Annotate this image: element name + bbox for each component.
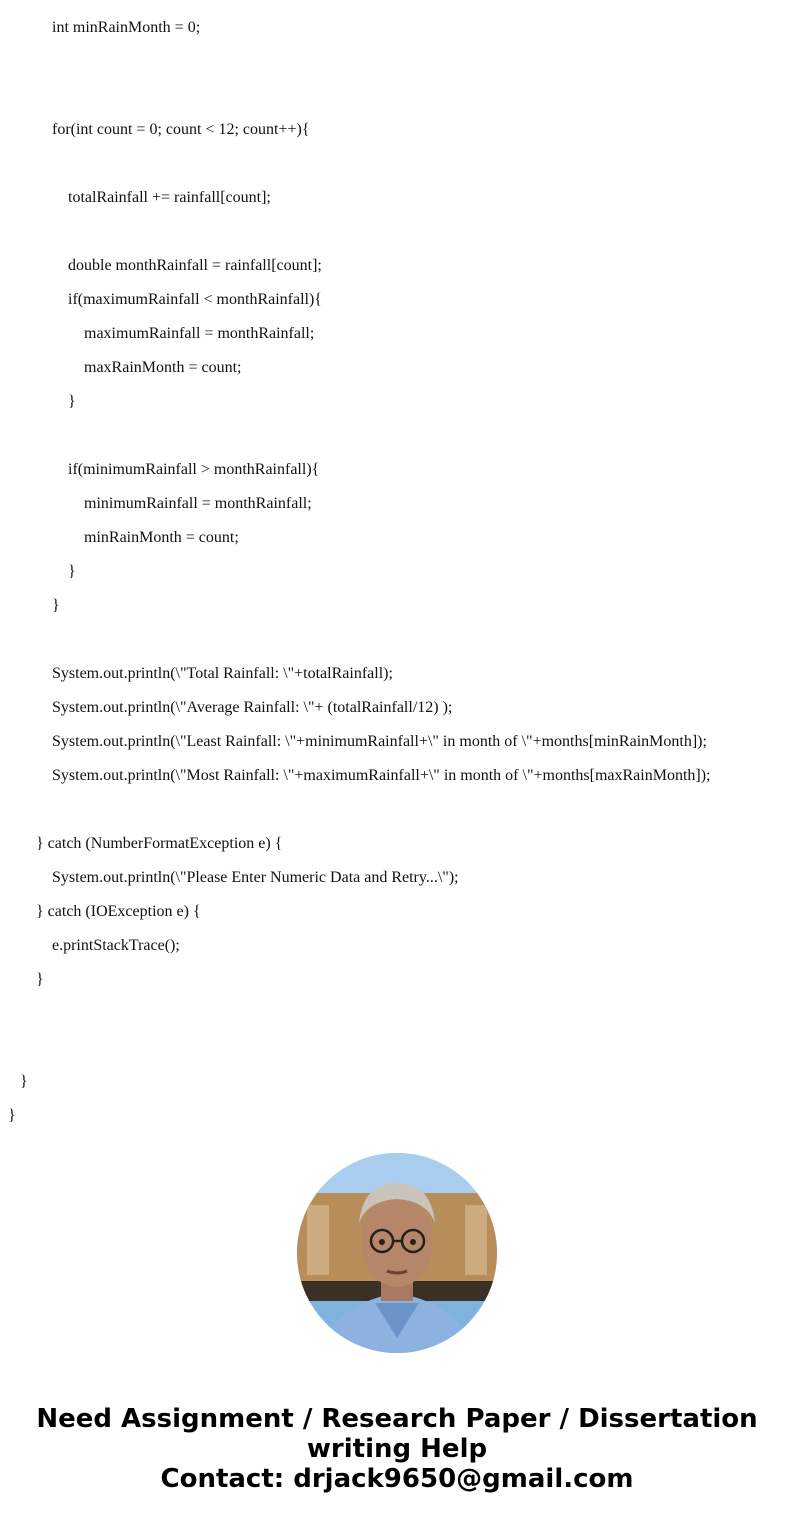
code-line: e.printStackTrace(); — [52, 937, 180, 954]
code-line: int minRainMonth = 0; — [52, 19, 201, 36]
code-line: } — [36, 971, 44, 988]
code-line: } — [52, 597, 60, 614]
code-line: maxRainMonth = count; — [84, 359, 242, 376]
code-line: System.out.println(\"Please Enter Numeric Data and Retry...\"); — [52, 869, 459, 886]
code-line: if(maximumRainfall < monthRainfall){ — [68, 291, 322, 308]
code-line: System.out.println(\"Total Rainfall: \"+totalRainfall); — [52, 665, 393, 682]
code-line: } — [8, 1107, 16, 1124]
promo-contact: Contact: drjack9650@gmail.com — [160, 1464, 634, 1494]
code-line: minRainMonth = count; — [84, 529, 239, 546]
code-line: totalRainfall += rainfall[count]; — [68, 189, 271, 206]
code-line: } catch (NumberFormatException e) { — [36, 835, 283, 852]
author-avatar — [297, 1153, 497, 1353]
code-line: } — [68, 563, 76, 580]
author-photo — [297, 1153, 497, 1353]
code-line: } — [68, 393, 76, 410]
code-line: double monthRainfall = rainfall[count]; — [68, 257, 322, 274]
code-line: System.out.println(\"Least Rainfall: \"+minimumRainfall+\" in month of \"+months[minRainMonth]); — [52, 733, 707, 750]
promo-line-2: writing Help — [306, 1434, 488, 1464]
code-line: minimumRainfall = monthRainfall; — [84, 495, 312, 512]
code-line: if(minimumRainfall > monthRainfall){ — [68, 461, 320, 478]
code-line: System.out.println(\"Average Rainfall: \"+ (totalRainfall/12) ); — [52, 699, 453, 716]
promo-banner — [0, 1404, 794, 1494]
code-line: System.out.println(\"Most Rainfall: \"+maximumRainfall+\" in month of \"+months[maxRainMonth]); — [52, 767, 711, 784]
promo-line-1: Need Assignment / Research Paper / Dissertation — [36, 1404, 758, 1434]
code-line: for(int count = 0; count < 12; count++){ — [52, 121, 310, 138]
code-line: } catch (IOException e) { — [36, 903, 201, 920]
code-line: maximumRainfall = monthRainfall; — [84, 325, 315, 342]
code-line: } — [20, 1073, 28, 1090]
